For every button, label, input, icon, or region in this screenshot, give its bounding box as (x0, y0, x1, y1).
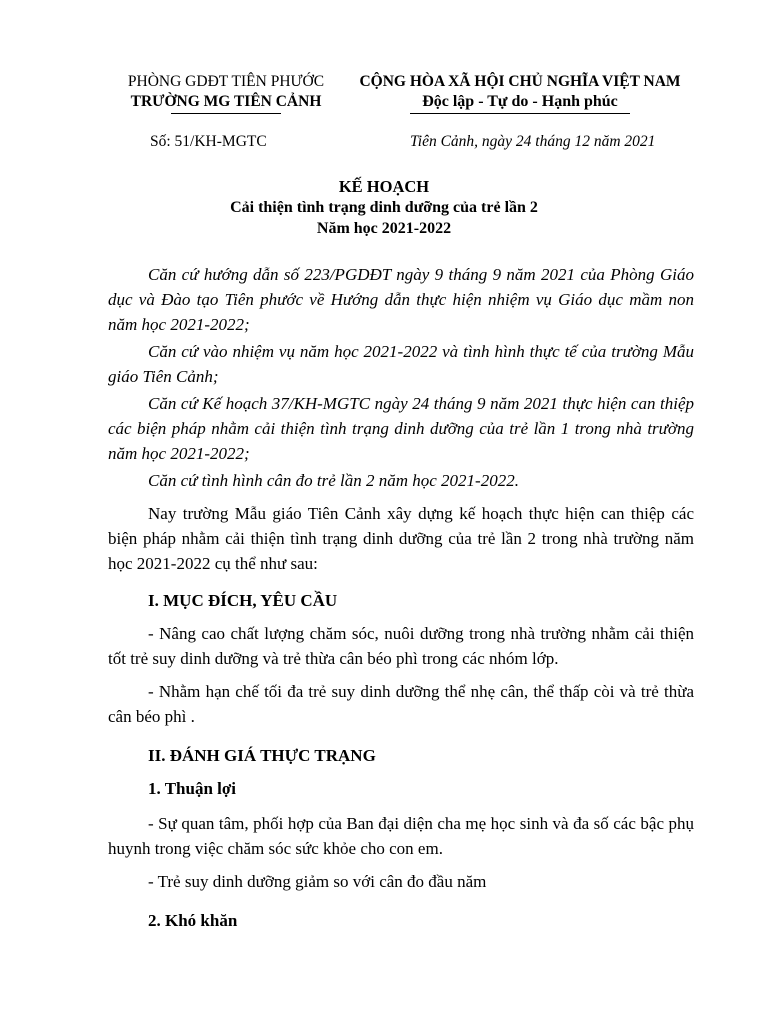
subsection-heading-advantages: 1. Thuận lợi (148, 779, 237, 798)
department-name: PHÒNG GDĐT TIÊN PHƯỚC (127, 73, 325, 90)
national-motto: Độc lập - Tự do - Hạnh phúc (422, 93, 618, 110)
section-heading-purpose: I. MỤC ĐÍCH, YÊU CẦU (148, 591, 338, 610)
agency-underline (171, 113, 281, 114)
basis-paragraph-2: Căn cứ vào nhiệm vụ năm học 2021-2022 và tình hình thực tế của trường Mẫu giáo Tiên Cảnh; (108, 342, 694, 386)
document-number: Số: 51/KH-MGTC (150, 133, 267, 150)
issuing-agency-block (96, 72, 356, 114)
advantage-item-1: - Sự quan tâm, phối hợp của Ban đại diện cha mẹ học sinh và đa số các bậc phụ huynh trong việc chăm sóc sức khỏe cho con em. (108, 814, 694, 858)
school-name: TRƯỜNG MG TIÊN CẢNH (130, 93, 322, 110)
place-and-date: Tiên Cảnh, ngày 24 tháng 12 năm 2021 (410, 133, 656, 150)
basis-paragraph-1: Căn cứ hướng dẫn số 223/PGDĐT ngày 9 tháng 9 năm 2021 của Phòng Giáo dục và Đào tạo Tiên phước về Hướng dẫn thực hiện nhiệm vụ Giáo dục mầm non năm học 2021-2022; (108, 265, 694, 334)
purpose-item-1: - Nâng cao chất lượng chăm sóc, nuôi dưỡng trong nhà trường nhằm cải thiện tốt trẻ suy dinh dưỡng và trẻ thừa cân béo phì trong các nhóm lớp. (108, 624, 694, 668)
document-subject: Cải thiện tình trạng dinh dưỡng của trẻ lần 2 (230, 199, 538, 216)
school-year: Năm học 2021-2022 (316, 220, 452, 237)
advantage-item-2: - Trẻ suy dinh dưỡng giảm so với cân đo đầu năm (148, 872, 487, 891)
motto-underline (410, 113, 630, 114)
national-title: CỘNG HÒA XÃ HỘI CHỦ NGHĨA VIỆT NAM (359, 73, 681, 90)
document-title-block (0, 176, 768, 239)
national-heading-block (336, 72, 704, 114)
intro-paragraph: Nay trường Mẫu giáo Tiên Cảnh xây dựng kế hoạch thực hiện can thiệp các biện pháp nhằm cải thiện tình trạng dinh dưỡng của trẻ lần 2 trong nhà trường năm học 2021-2022 cụ thể như sau: (108, 504, 694, 573)
basis-paragraph-4: Căn cứ tình hình cân đo trẻ lần 2 năm học 2021-2022. (148, 471, 519, 490)
document-type: KẾ HOẠCH (338, 177, 430, 196)
purpose-item-2: - Nhằm hạn chế tối đa trẻ suy dinh dưỡng thể nhẹ cân, thể thấp còi và trẻ thừa cân béo phì . (108, 682, 694, 726)
document-body (108, 262, 694, 943)
basis-paragraph-3: Căn cứ Kế hoạch 37/KH-MGTC ngày 24 tháng 9 năm 2021 thực hiện can thiệp các biện pháp nhằm cải thiện tình trạng dinh dưỡng của trẻ lần 1 trong nhà trường năm học 2021-2022; (108, 394, 694, 463)
section-heading-assessment: II. ĐÁNH GIÁ THỰC TRẠNG (148, 746, 376, 765)
subsection-heading-difficulties: 2. Khó khăn (148, 911, 238, 930)
